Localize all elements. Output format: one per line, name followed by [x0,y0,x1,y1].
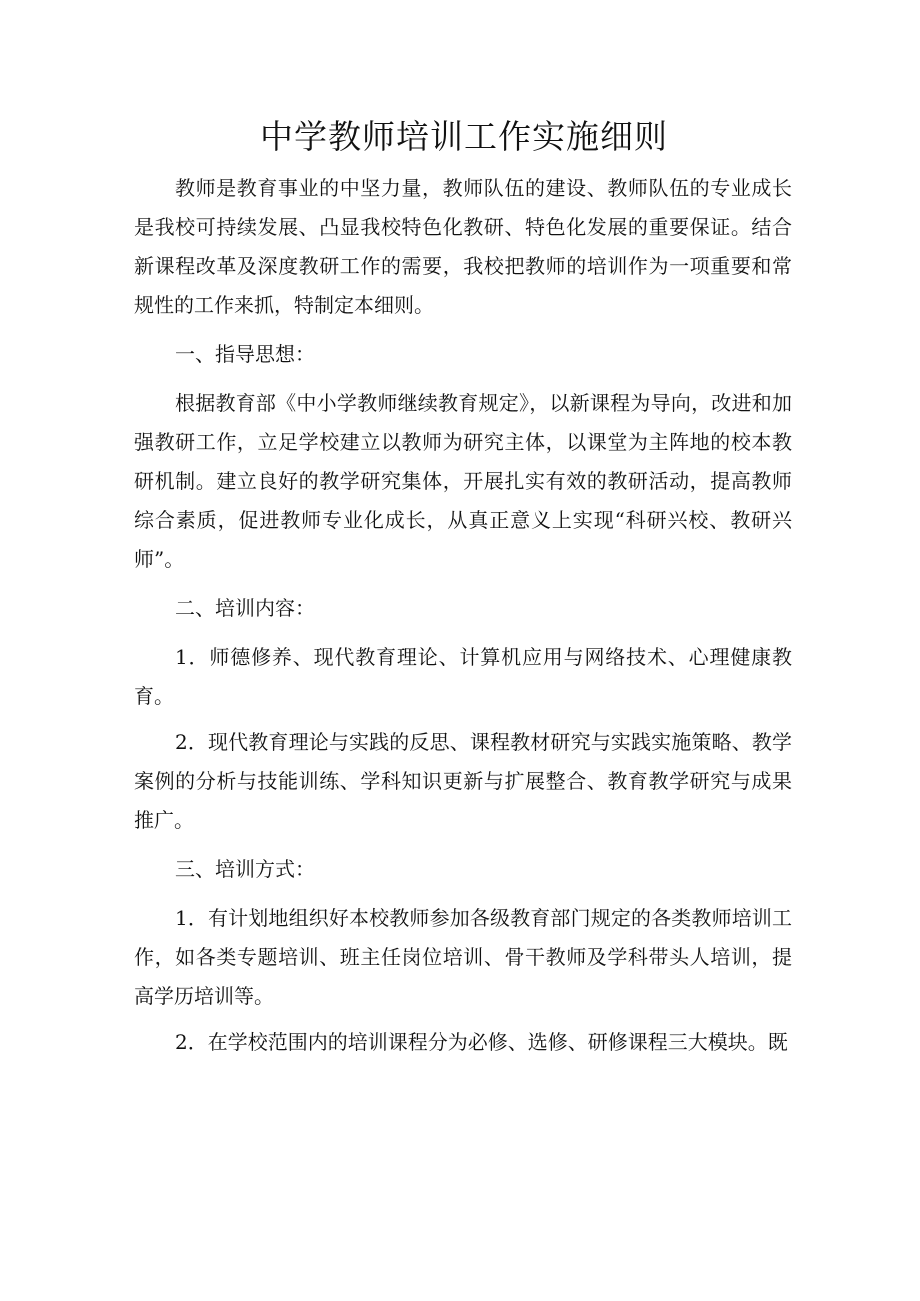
section-heading-training-methods: 三、培训方式： [175,857,315,881]
document-title: 中学教师培训工作实施细则 [260,117,668,156]
section-heading-guiding-ideology: 一、指导思想： [175,342,315,366]
training-content-item-2: 2．现代教育理论与实践的反思、课程教材研究与实践实施策略、教学案例的分析与技能训练、学科知识更新与扩展整合、教育教学研究与成果推广。 [134,730,792,832]
guiding-ideology-paragraph: 根据教育部《中小学教师继续教育规定》，以新课程为导向，改进和加强教研工作，立足学校建立以教师为研究主体，以课堂为主阵地的校本教研机制。建立良好的教学研究集体，开展扎实有效的教研活动，提高教师综合素质，促进教师专业化成长，从真正意义上实现“科研兴校、教研兴师”。 [134,391,792,571]
document-page [134,112,792,1062]
intro-paragraph: 教师是教育事业的中坚力量，教师队伍的建设、教师队伍的专业成长是我校可持续发展、凸显我校特色化教研、特色化发展的重要保证。结合新课程改革及深度教研工作的需要，我校把教师的培训作为一项重要和常规性的工作来抓，特制定本细则。 [134,176,792,317]
training-method-item-2: 2．在学校范围内的培训课程分为必修、选修、研修课程三大模块。既 [175,1030,788,1054]
training-method-item-1: 1．有计划地组织好本校教师参加各级教育部门规定的各类教师培训工作，如各类专题培训、班主任岗位培训、骨干教师及学科带头人培训，提高学历培训等。 [134,906,792,1008]
training-content-item-1: 1．师德修养、现代教育理论、计算机应用与网络技术、心理健康教育。 [134,645,792,708]
section-heading-training-content: 二、培训内容： [175,596,315,620]
